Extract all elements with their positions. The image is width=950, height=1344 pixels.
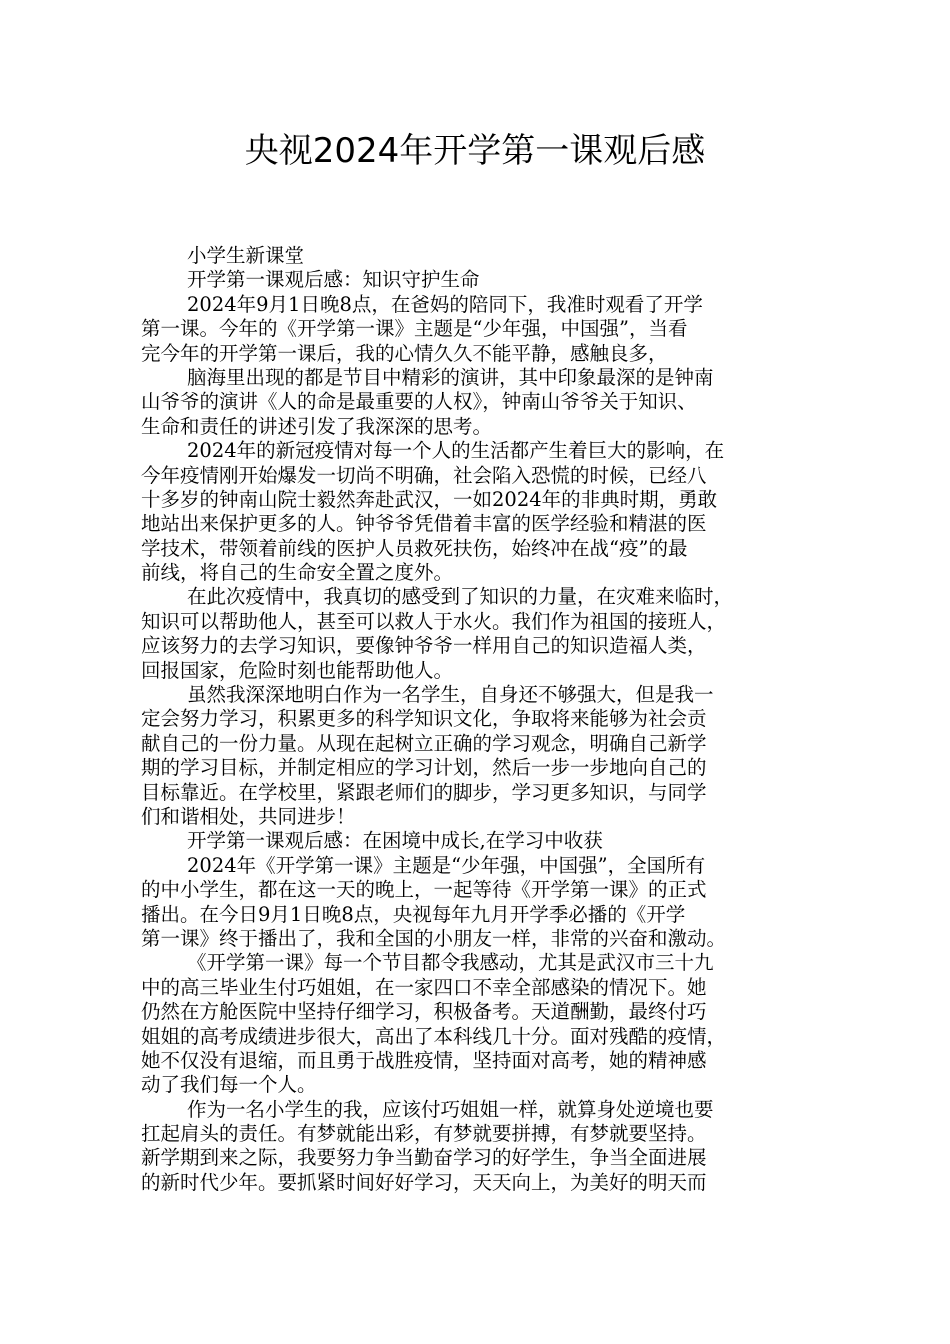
body-text-line: 小学生新课堂 [187, 244, 305, 267]
body-text-line: 应该努力的去学习知识，要像钟爷爷一样用自己的知识造福人类， [141, 634, 707, 658]
body-text-line: 动了我们每一个人。 [141, 1073, 317, 1097]
body-text-line: 仍然在方舱医院中坚持仔细学习，积极备考。天道酬勤，最终付巧 [141, 1000, 707, 1024]
body-text-line: 2024年《开学第一课》主题是“少年强，中国强”，全国所有 [187, 853, 706, 877]
body-text-line: 期的学习目标，并制定相应的学习计划，然后一步一步地向自己的 [141, 756, 707, 780]
body-text-line: 2024年的新冠疫情对每一个人的生活都产生着巨大的影响，在 [187, 439, 725, 463]
body-text-line: 学技术，带领着前线的医护人员救死扶伤，始终冲在战“疫”的最 [141, 536, 688, 560]
body-text-line: 新学期到来之际，我要努力争当勤奋学习的好学生，争当全面进展 [141, 1146, 707, 1170]
body-text-line: 播出。在今日9月1日晚8点，央视每年九月开学季必播的《开学 [141, 902, 686, 926]
document-title: 央视2024年开学第一课观后感 [244, 131, 706, 171]
body-text-line: 《开学第一课》每一个节目都令我感动，尤其是武汉市三十九 [187, 951, 714, 975]
body-text-line: 中的高三毕业生付巧姐姐，在一家四口不幸全部感染的情况下。她 [141, 975, 707, 999]
body-text-line: 地站出来保护更多的人。钟爷爷凭借着丰富的医学经验和精湛的医 [141, 512, 707, 536]
body-text-line: 她不仅没有退缩，而且勇于战胜疫情，坚持面对高考，她的精神感 [141, 1048, 707, 1072]
body-text-line: 们和谐相处，共同进步！ [141, 804, 356, 828]
body-text-line: 作为一名小学生的我，应该付巧姐姐一样，就算身处逆境也要 [187, 1097, 714, 1121]
body-text-line: 知识可以帮助他人，甚至可以救人于水火。我们作为祖国的接班人， [141, 609, 727, 633]
body-text-line: 回报国家，危险时刻也能帮助他人。 [141, 658, 454, 682]
body-text-line: 十多岁的钟南山院士毅然奔赴武汉，一如2024年的非典时期，勇敢 [141, 487, 718, 511]
body-text-line: 生命和责任的讲述引发了我深深的思考。 [141, 414, 493, 438]
body-text-line: 开学第一课观后感：在困境中成长,在学习中收获 [187, 829, 603, 853]
body-text-line: 扛起肩头的责任。有梦就能出彩，有梦就要拼搏，有梦就要坚持。 [141, 1122, 707, 1146]
body-text-line: 的新时代少年。要抓紧时间好好学习，天天向上，为美好的明天而 [141, 1170, 707, 1194]
body-text-line: 脑海里出现的都是节目中精彩的演讲，其中印象最深的是钟南 [187, 365, 714, 389]
body-text-line: 定会努力学习，积累更多的科学知识文化，争取将来能够为社会贡 [141, 707, 707, 731]
body-text-line: 山爷爷的演讲《人的命是最重要的人权》，钟南山爷爷关于知识、 [141, 390, 697, 414]
body-text-line: 今年疫情刚开始爆发一切尚不明确，社会陷入恐慌的时候，已经八 [141, 463, 707, 487]
document-body [141, 244, 825, 1195]
body-text-line: 前线，将自己的生命安全置之度外。 [141, 561, 454, 585]
body-text-line: 献自己的一份力量。从现在起树立正确的学习观念，明确自己新学 [141, 731, 707, 755]
body-text-line: 在此次疫情中，我真切的感受到了知识的力量，在灾难来临时， [187, 585, 734, 609]
body-text-line: 第一课》终于播出了，我和全国的小朋友一样，非常的兴奋和激动。 [141, 926, 727, 950]
body-text-line: 的中小学生，都在这一天的晚上，一起等待《开学第一课》的正式 [141, 878, 707, 902]
body-text-line: 目标靠近。在学校里，紧跟老师们的脚步，学习更多知识，与同学 [141, 780, 707, 804]
body-text-line: 2024年9月1日晚8点，在爸妈的陪同下，我准时观看了开学 [187, 292, 703, 316]
body-text-line: 开学第一课观后感：知识守护生命 [187, 268, 480, 292]
body-text-line: 完今年的开学第一课后，我的心情久久不能平静，感触良多， [141, 341, 668, 365]
body-text-line: 姐姐的高考成绩进步很大，高出了本科线几十分。面对残酷的疫情， [141, 1024, 727, 1048]
body-text-line: 第一课。今年的《开学第一课》主题是“少年强，中国强”，当看 [141, 317, 688, 341]
body-text-line: 虽然我深深地明白作为一名学生，自身还不够强大，但是我一 [187, 683, 714, 707]
